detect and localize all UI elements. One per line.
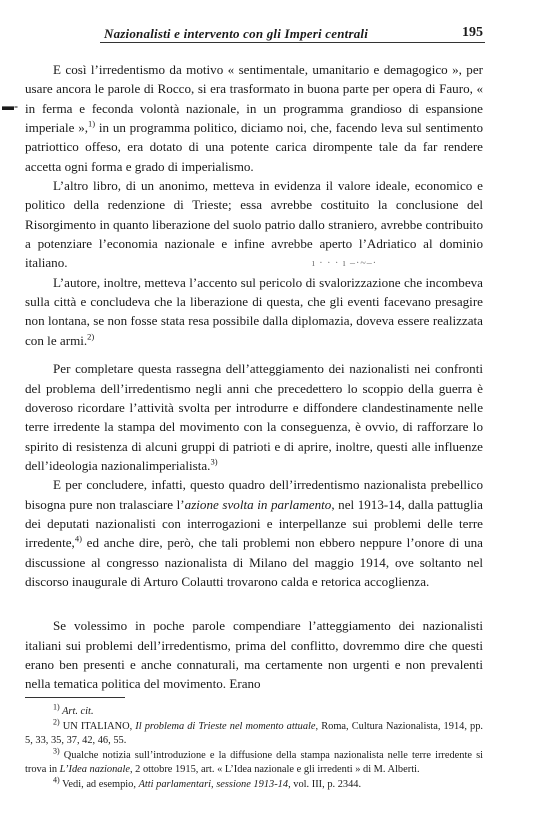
italic-span: azione svolta in parlamento: [184, 496, 332, 512]
text-span: Qualche notizia sull’introduzione e la diffusione della stampa nazionalista nelle terre irredente si trova in: [25, 749, 483, 776]
page-number: 195: [462, 25, 483, 40]
text-span: Vedi, ad esempio,: [59, 778, 139, 790]
stray-pencil-mark: ı · · · ı –·~–·: [312, 258, 378, 269]
italic-span: Art. cit.: [59, 706, 94, 717]
text-span: E così l’irredentismo da motivo « sentimentale, umanitario e demagogico », per usare ancora le parole di Rocco, si era trasformato in buona parte per opera di Fauro, « in ferma e feconda volontà nazionale, in un programma grandioso di espansione imperiale »,: [25, 62, 483, 136]
header-rule: [100, 42, 485, 43]
paragraph: [25, 273, 483, 350]
text-span: Se volessimo in poche parole compendiare l’atteggiamento dei nazionalisti italiani sui problemi dell’irredentismo, prima del conflitto, dovremmo dire che questi erano ben presenti e anche connaturali, ma certamente non urgenti e non prevalenti nella tematica politica del movimento. Erano: [25, 618, 483, 692]
text-span: , 2 ottobre 1915, art. « L’Idea nazionale e gli irredenti » di M. Alberti.: [129, 764, 420, 776]
text-span: , Roma, Cultura Nazionalista, 1914, pp. 5, 33, 35, 37, 42, 46, 55.: [25, 720, 483, 747]
footnote-ref: 3): [210, 456, 218, 467]
paragraph: [25, 475, 483, 591]
paragraph: [25, 616, 483, 693]
margin-mark: ▬-: [2, 99, 18, 113]
text-span: E per concludere, infatti, questo quadro dell’irredentismo nazionalista prebellico bisogna pure non tralasciare l’: [25, 477, 483, 512]
running-title: Nazionalisti e intervento con gli Imperi centrali: [104, 26, 369, 41]
footnote: [25, 775, 483, 793]
footnote-ref: 4): [74, 533, 82, 544]
text-span: L’autore, inoltre, metteva l’accento sul pericolo di svalorizzazione che incombeva sulla città e concludeva che la liberazione di questa, che gli eventi facevano presagire non lontana, se non fosse stata resa possibile dalla diplomazia, doveva essere realizzata con le armi.: [25, 274, 483, 348]
text-span: , vol. III, p. 2344.: [288, 778, 362, 790]
footnote-rule: [25, 697, 125, 698]
paragraph: [25, 359, 483, 475]
footnote-ref: 3): [53, 746, 60, 756]
italic-span: Atti parlamentari, sessione 1913-14: [138, 778, 289, 790]
paragraph: [25, 176, 483, 273]
footnote-ref: 1): [53, 702, 60, 712]
footnote: [25, 702, 483, 720]
body-text: [25, 60, 483, 694]
footnote-ref: 4): [53, 775, 60, 785]
text-span: UN ITALIANO,: [59, 720, 136, 732]
paragraph: [25, 60, 483, 176]
text-span: Per completare questa rassegna dell’atteggiamento dei nazionalisti nei confronti del problema dell’irredentismo negli anni che precedettero lo scoppio della guerra è doveroso ricordare l’attività svolta per introdurre e diffondere clandestinamente nelle terre irredente la stampa del movimento con la conseguenza, è ovvio, di rafforzare lo spirito di resistenza di alcuni gruppi di patrioti e di aprire, inoltre, questi alle influenze dell’ideologia nazionalimperialista.: [25, 361, 483, 473]
footnote: [25, 746, 483, 778]
footnote-ref: 1): [88, 118, 96, 129]
text-span: in un programma politico, diciamo noi, che, facendo leva sul sentimento patriottico offeso, era dotato di una potente carica dirompente tale da far rendere accetta ogni forma e grado di imperialismo.: [25, 120, 483, 174]
italic-span: L’Idea nazionale: [59, 764, 130, 776]
text-span: L’altro libro, di un anonimo, metteva in evidenza il valore ideale, economico e politico della redenzione di Trieste; essa avrebbe costituito la conclusione del Risorgimento in quanto liberazione del suolo patrio dallo straniero, avrebbe contribuito a potenziare l’economia nazionale e infine avrebbe aperto l’Adriatico al dominio italiano.: [25, 178, 483, 271]
italic-span: Il problema di Trieste nel momento attuale: [135, 720, 316, 732]
footnote: [25, 717, 483, 749]
footnote-ref: 2): [87, 331, 95, 342]
footnotes: [25, 702, 483, 793]
footnote-ref: 2): [53, 717, 60, 727]
text-span: ed anche dire, però, che tali problemi non ebbero neppure l’onore di una discussione al congresso nazionalista di Milano del maggio 1914, ove soltanto nel discorso inaugurale di Arturo Colautti trovarono calda e retorica accoglienza.: [25, 535, 483, 589]
text-span: , nel 1913-14, dalla pattuglia dei deputati nazionalisti con interrogazioni e interpellanze sui problemi delle terre irredente,: [25, 496, 483, 551]
